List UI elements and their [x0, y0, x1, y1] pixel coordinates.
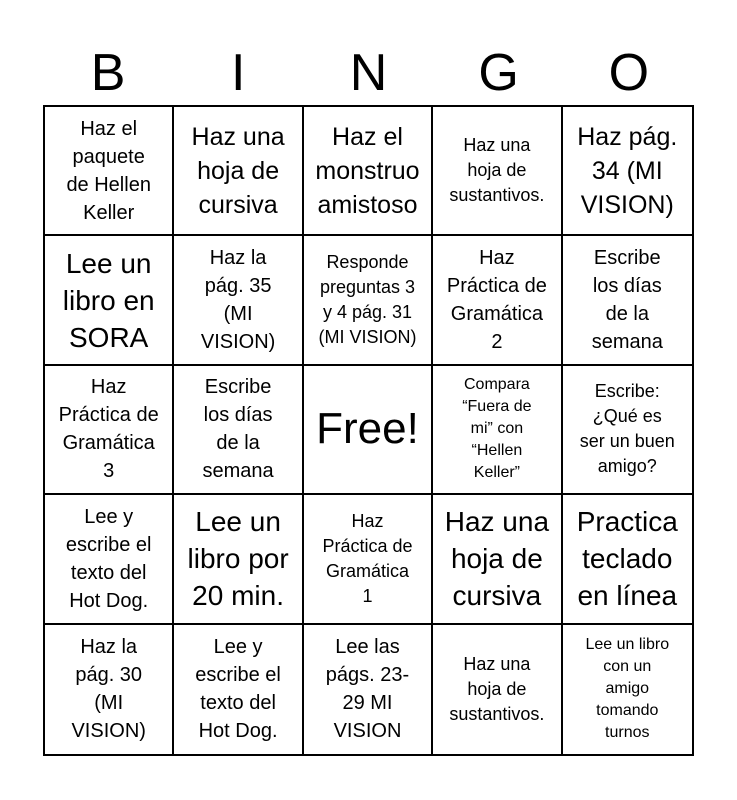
cell-text: Haz Práctica de Gramática 1 — [322, 510, 413, 606]
bingo-cell-r5c3[interactable] — [304, 625, 433, 754]
cell-text: Lee un libro por 20 min. — [187, 506, 289, 612]
header-letter-g: G — [478, 44, 519, 102]
cell-text: Haz Práctica de Gramática 3 — [58, 376, 159, 483]
cell-text: Haz pág. 34 (MI VISION) — [577, 122, 678, 219]
bingo-cell-r3c1[interactable] — [45, 366, 174, 495]
bingo-cell-r5c2[interactable] — [174, 625, 303, 754]
cell-text: Haz una hoja de cursiva — [444, 506, 550, 612]
cell-text: Escribe los días de la semana — [202, 376, 274, 483]
header-letter-b: B — [90, 44, 126, 102]
bingo-cell-r5c1[interactable] — [45, 625, 174, 754]
cell-text: Lee y escribe el texto del Hot Dog. — [195, 636, 281, 743]
bingo-board — [43, 105, 694, 756]
cell-text: Lee y escribe el texto del Hot Dog. — [65, 505, 152, 612]
bingo-cell-r2c1[interactable] — [45, 236, 174, 365]
cell-text: Responde preguntas 3 y 4 pág. 31 (MI VISION) — [318, 252, 417, 348]
bingo-cell-r3c2[interactable] — [174, 366, 303, 495]
header-letter-n: N — [349, 44, 388, 102]
bingo-cell-r1c4[interactable] — [433, 107, 562, 236]
cell-text: Haz Práctica de Gramática 2 — [446, 247, 547, 354]
bingo-cell-r4c1[interactable] — [45, 495, 174, 624]
free-space-text: Free! — [316, 404, 419, 454]
cell-text: Practica teclado en línea — [576, 506, 678, 612]
cell-text: Haz la pág. 30 (MI VISION) — [71, 636, 146, 743]
bingo-cell-r2c5[interactable] — [563, 236, 692, 365]
bingo-cell-r4c5[interactable] — [563, 495, 692, 624]
bingo-cell-r4c4[interactable] — [433, 495, 562, 624]
cell-text: Haz una hoja de sustantivos. — [449, 135, 545, 206]
cell-text: Escribe: ¿Qué es ser un buen amigo? — [579, 381, 675, 477]
bingo-cell-r1c2[interactable] — [174, 107, 303, 236]
bingo-cell-r5c5[interactable] — [563, 625, 692, 754]
bingo-cell-r1c1[interactable] — [45, 107, 174, 236]
cell-text: Haz el paquete de Hellen Keller — [66, 117, 151, 224]
bingo-cell-r3c4[interactable] — [433, 366, 562, 495]
cell-text: Haz el monstruo amistoso — [315, 122, 420, 219]
bingo-cell-r5c4[interactable] — [433, 625, 562, 754]
cell-text: Haz una hoja de cursiva — [191, 122, 285, 219]
bingo-cell-r2c3[interactable] — [304, 236, 433, 365]
cell-text: Compara “Fuera de mi” con “Hellen Keller” — [462, 376, 532, 482]
header-letter-o: O — [608, 44, 650, 102]
bingo-cell-r1c3[interactable] — [304, 107, 433, 236]
bingo-header — [43, 42, 694, 104]
bingo-cell-r3c5[interactable] — [563, 366, 692, 495]
bingo-cell-r2c2[interactable] — [174, 236, 303, 365]
bingo-cell-free[interactable] — [304, 366, 433, 495]
cell-text: Lee las págs. 23- 29 MI VISION — [325, 636, 410, 743]
bingo-cell-r2c4[interactable] — [433, 236, 562, 365]
cell-text: Haz la pág. 35 (MI VISION) — [200, 247, 276, 354]
cell-text: Lee un libro con un amigo tomando turnos — [585, 636, 670, 742]
cell-text: Haz una hoja de sustantivos. — [449, 653, 545, 724]
cell-text: Lee un libro en SORA — [62, 247, 155, 353]
bingo-cell-r1c5[interactable] — [563, 107, 692, 236]
header-letter-i: I — [231, 44, 246, 102]
cell-text: Escribe los días de la semana — [591, 247, 663, 354]
bingo-cell-r4c2[interactable] — [174, 495, 303, 624]
bingo-cell-r4c3[interactable] — [304, 495, 433, 624]
